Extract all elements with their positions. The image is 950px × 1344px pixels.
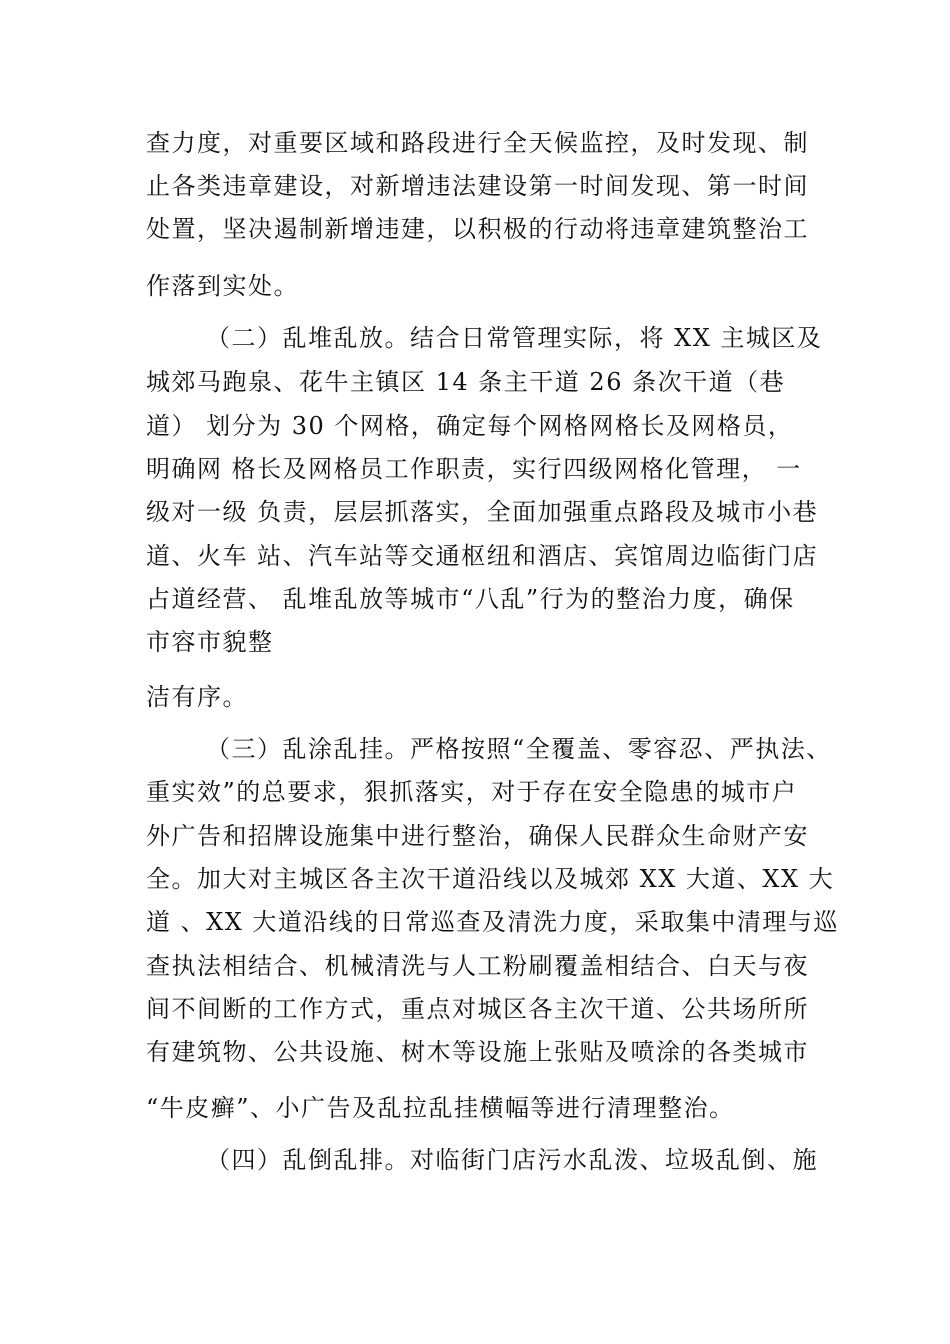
text-line: 重实效”的总要求，狠抓落实，对于存在安全隐患的城市户 bbox=[146, 778, 798, 806]
text-line: 止各类违章建设，对新增违法建设第一时间发现、第一时间 bbox=[146, 172, 809, 200]
paragraph-heading-line: （四）乱倒乱排。对临街门店污水乱泼、垃圾乱倒、施 bbox=[206, 1146, 818, 1174]
paragraph-heading-line: （三）乱涂乱挂。严格按照“全覆盖、零容忍、严执法、 bbox=[206, 735, 832, 763]
text-line: 道 、XX 大道沿线的日常巡查及清洗力度，采取集中清理与巡 bbox=[146, 908, 839, 936]
text-line: 外广告和招牌设施集中进行整治，确保人民群众生命财产安 bbox=[146, 822, 809, 850]
text-line: 明确网 格长及网格员工作职责，实行四级网格化管理， 一 bbox=[146, 455, 802, 483]
text-line: 有建筑物、公共设施、树木等设施上张贴及喷涂的各类城市 bbox=[146, 1038, 809, 1066]
text-line: 查执法相结合、机械清洗与人工粉刷覆盖相结合、白天与夜 bbox=[146, 952, 809, 980]
paragraph-heading-line: （二）乱堆乱放。结合日常管理实际，将 XX 主城区及 bbox=[206, 324, 823, 352]
text-line: “牛皮癣”、小广告及乱拉乱挂横幅等进行清理整治。 bbox=[146, 1094, 735, 1122]
text-line: 市容市貌整 bbox=[146, 628, 274, 656]
text-line: 全。加大对主城区各主次干道沿线以及城郊 XX 大道、XX 大 bbox=[146, 865, 835, 893]
text-line: 间不间断的工作方式，重点对城区各主次干道、公共场所所 bbox=[146, 995, 809, 1023]
text-line: 查力度，对重要区域和路段进行全天候监控，及时发现、制 bbox=[146, 129, 809, 157]
text-line: 道） 划分为 30 个网格，确定每个网格网格长及网格员， bbox=[146, 412, 794, 440]
text-line: 处置，坚决遏制新增违建，以积极的行动将违章建筑整治工 bbox=[146, 215, 809, 243]
text-line: 作落到实处。 bbox=[146, 272, 299, 300]
text-line: 道、火车 站、汽车站等交通枢纽和酒店、宾馆周边临街门店 bbox=[146, 542, 819, 570]
text-line: 洁有序。 bbox=[146, 683, 248, 711]
text-line: 占道经营、 乱堆乱放等城市“八乱”行为的整治力度，确保 bbox=[146, 585, 795, 613]
text-line: 级对一级 负责，层层抓落实，全面加强重点路段及城市小巷 bbox=[146, 498, 819, 526]
text-line: 城郊马跑泉、花牛主镇区 14 条主干道 26 条次干道（巷 bbox=[146, 368, 786, 396]
